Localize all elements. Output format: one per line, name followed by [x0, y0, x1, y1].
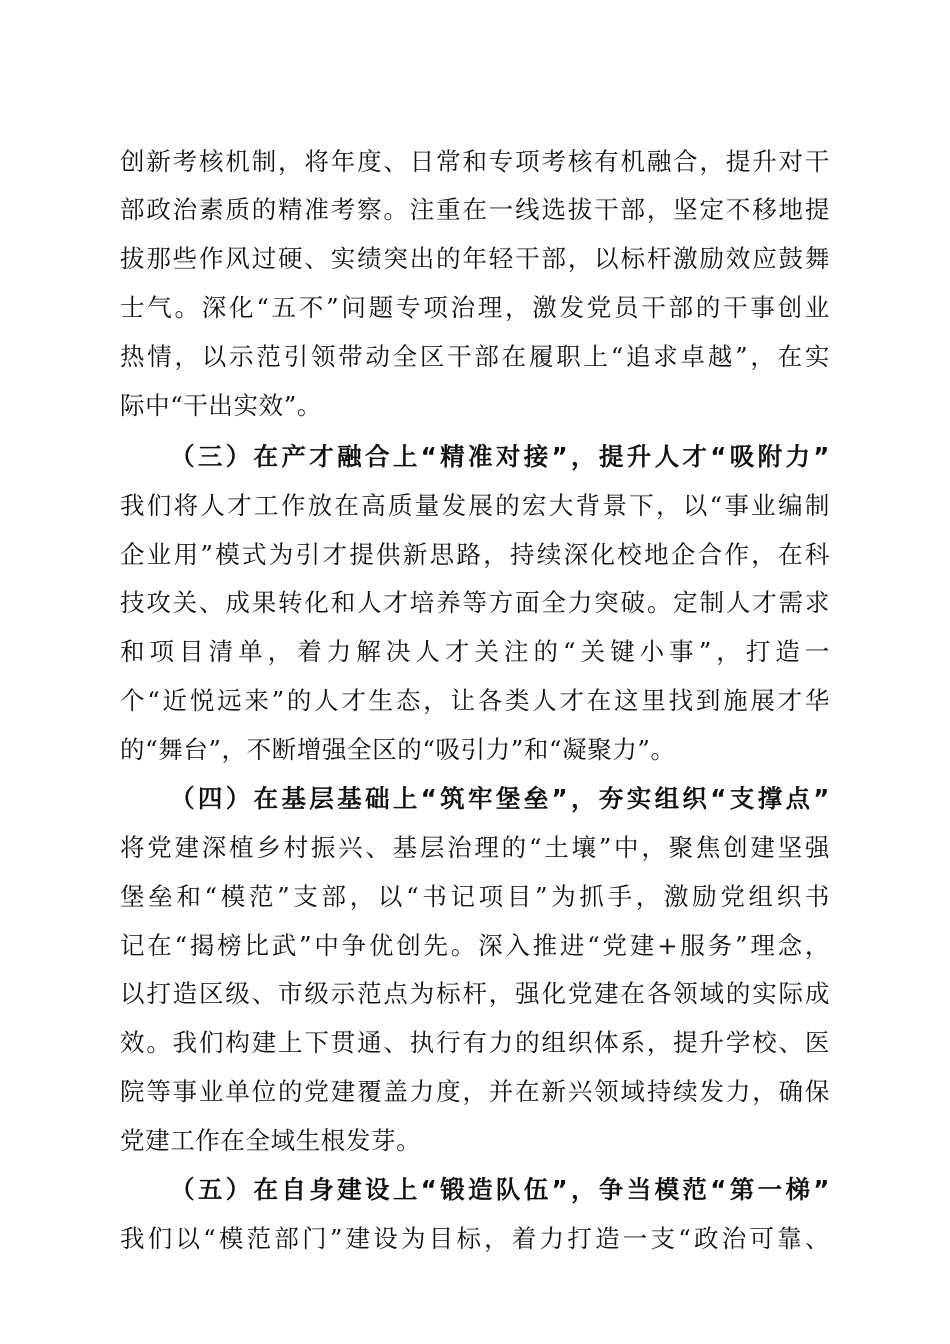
body-text-line: 党建工作在全域生根发芽。 — [120, 1126, 422, 1155]
body-text-line: 技攻关、成果转化和人才培养等方面全力突破。定制人才需求 — [120, 588, 830, 617]
body-text-line: 院等事业单位的党建覆盖力度，并在新兴领域持续发力，确保 — [120, 1077, 830, 1106]
body-text-line: 热情，以示范引领带动全区干部在履职上“追求卓越”，在实 — [120, 342, 830, 371]
section-heading-4: （四）在基层基础上“筑牢堡垒”，夯实组织“支撑点” — [170, 784, 830, 813]
body-text-line: 效。我们构建上下贯通、执行有力的组织体系，提升学校、医 — [120, 1028, 830, 1057]
body-text-line: 部政治素质的精准考察。注重在一线选拔干部，坚定不移地提 — [120, 195, 830, 224]
body-text-line: 我们将人才工作放在高质量发展的宏大背景下，以“事业编制 — [120, 491, 830, 520]
body-text-line: 拔那些作风过硬、实绩突出的年轻干部，以标杆激励效应鼓舞 — [120, 244, 830, 273]
section-heading-5: （五）在自身建设上“锻造队伍”，争当模范“第一梯” — [170, 1175, 830, 1204]
body-text-line: 创新考核机制，将年度、日常和专项考核有机融合，提升对干 — [120, 147, 830, 176]
body-text-line: 将党建深植乡村振兴、基层治理的“土壤”中，聚焦创建坚强 — [120, 833, 830, 862]
body-text-line: 我们以“模范部门”建设为目标，着力打造一支“政治可靠、 — [120, 1224, 830, 1253]
body-text-line: 堡垒和“模范”支部，以“书记项目”为抓手，激励党组织书 — [120, 882, 830, 911]
body-text-line: 记在“揭榜比武”中争优创先。深入推进“党建+服务”理念， — [120, 931, 830, 960]
body-text-line: 和项目清单，着力解决人才关注的“关键小事”，打造一 — [120, 637, 830, 666]
body-text-line: 以打造区级、市级示范点为标杆，强化党建在各领域的实际成 — [120, 979, 830, 1008]
section-heading-3: （三）在产才融合上“精准对接”，提升人才“吸附力” — [170, 442, 830, 471]
body-text-line: 个“近悦远来”的人才生态，让各类人才在这里找到施展才华 — [120, 686, 830, 715]
body-text-line: 士气。深化“五不”问题专项治理，激发党员干部的干事创业 — [120, 293, 830, 322]
body-text-line: 的“舞台”，不断增强全区的“吸引力”和“凝聚力”。 — [120, 735, 676, 764]
body-text-line: 际中“干出实效”。 — [120, 391, 322, 420]
body-text-line: 企业用”模式为引才提供新思路，持续深化校地企合作，在科 — [120, 540, 830, 569]
